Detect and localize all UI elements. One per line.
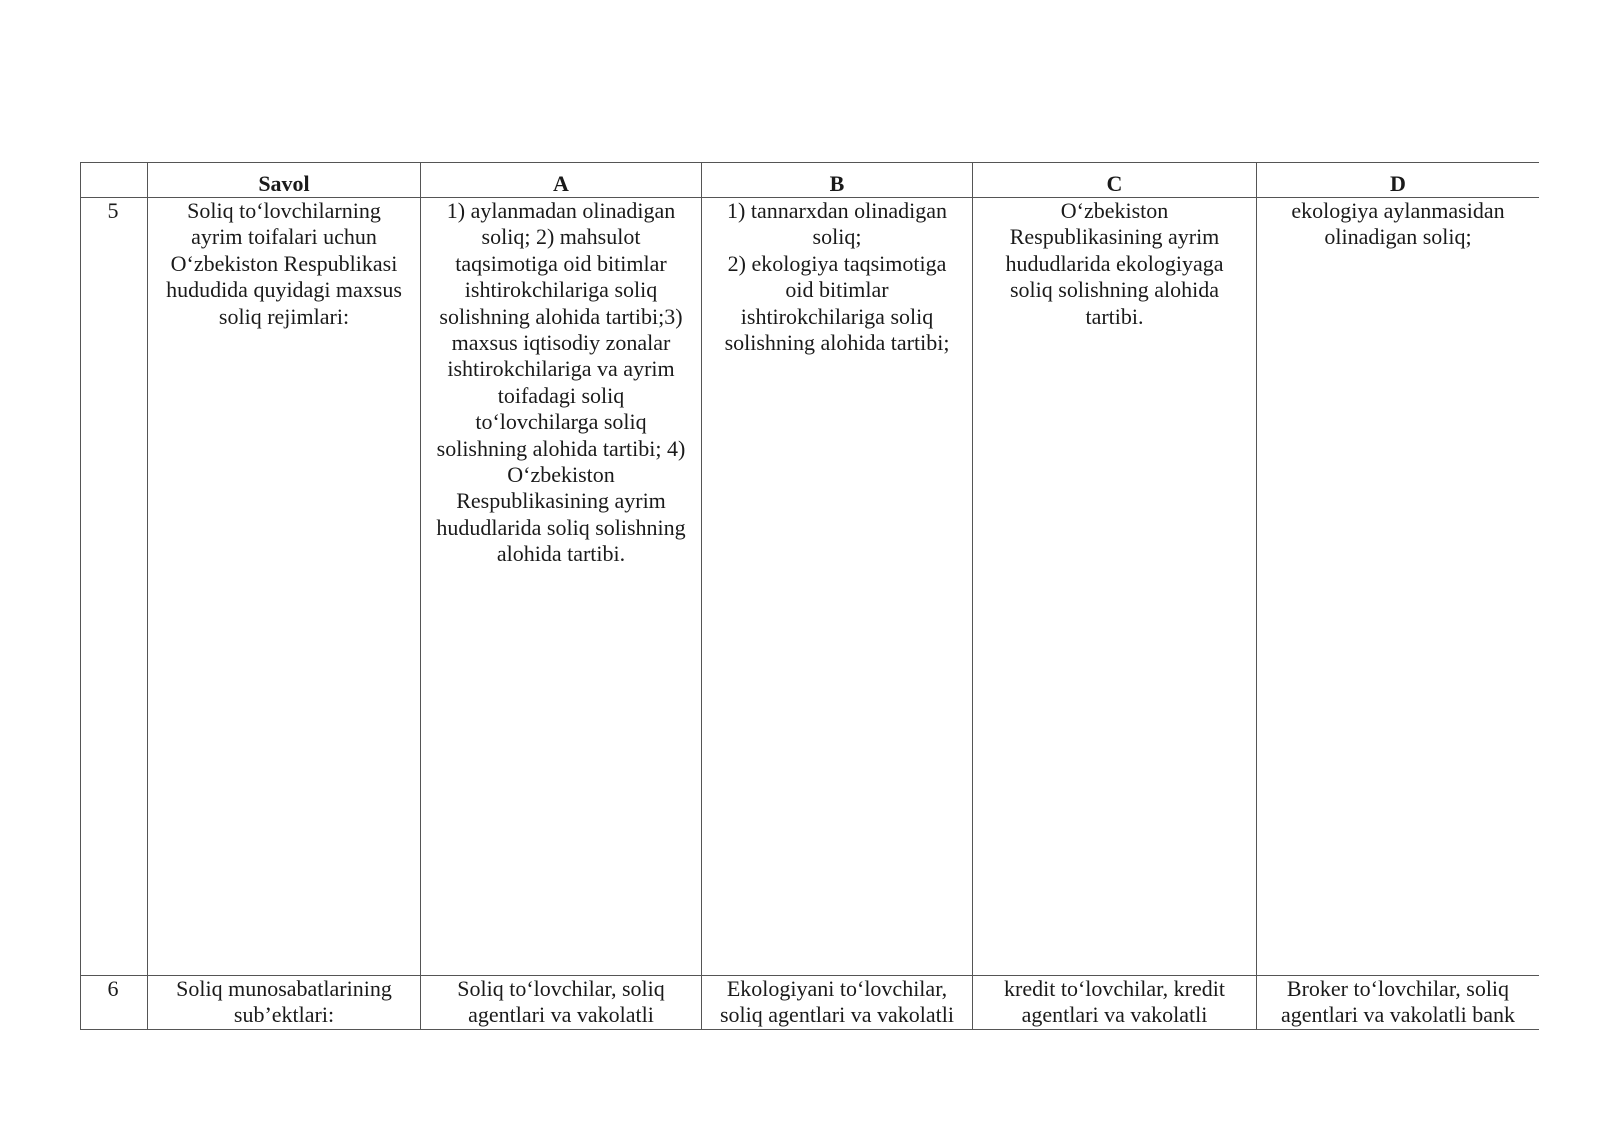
question-text-cell: [148, 976, 421, 1030]
option-d-cell: [1257, 976, 1540, 1030]
question-number-text: 6: [107, 976, 119, 1001]
option-a-text: Soliq to‘lovchilar, soliq agentlari va vakolatli: [457, 976, 665, 1028]
option-b-cell: [702, 976, 973, 1030]
option-d-cell: [1257, 198, 1540, 976]
header-savol: Savol: [148, 163, 421, 198]
table-row: [81, 976, 1540, 1030]
option-b-cell: [702, 198, 973, 976]
option-a-cell: [421, 198, 702, 976]
question-number: [81, 198, 148, 976]
option-b-text: 1) tannarxdan olinadigan soliq; 2) ekologiya taqsimotiga oid bitimlar ishtirokchilariga soliq solishning alohida tartibi;: [724, 198, 950, 356]
question-number-text: 5: [107, 198, 119, 223]
header-option-b: B: [702, 163, 973, 198]
header-option-d: D: [1257, 163, 1540, 198]
question-text-cell: [148, 198, 421, 976]
question-table: [80, 162, 1539, 1030]
table-header-row: [81, 163, 1540, 198]
question-text: Soliq to‘lovchilarning ayrim toifalari uchun O‘zbekiston Respublikasi hududida quyidagi maxsus soliq rejimlari:: [166, 198, 402, 329]
question-text: Soliq munosabatlarining sub’ektlari:: [176, 976, 392, 1028]
question-table-container: [80, 162, 1539, 1030]
option-a-cell: [421, 976, 702, 1030]
option-a-text: 1) aylanmadan olinadigan soliq; 2) mahsulot taqsimotiga oid bitimlar ishtirokchilariga soliq solishning alohida tartibi;3) maxsus iqtisodiy zonalar ishtirokchilariga va ayrim toifadagi soliq to‘lovchilarga soliq solishning alohida tartibi; 4) O‘zbekiston Respublikasining ayrim hududlarida soliq solishning alohida tartibi.: [436, 198, 686, 567]
option-c-text: O‘zbekiston Respublikasining ayrim hududlarida ekologiyaga soliq solishning alohida tartibi.: [1005, 198, 1224, 329]
header-option-c: C: [973, 163, 1257, 198]
option-b-text: Ekologiyani to‘lovchilar, soliq agentlari va vakolatli: [720, 976, 954, 1028]
option-d-text: ekologiya aylanmasidan olinadigan soliq;: [1291, 198, 1505, 250]
table-row: [81, 198, 1540, 976]
option-c-text: kredit to‘lovchilar, kredit agentlari va vakolatli: [1004, 976, 1225, 1028]
option-d-text: Broker to‘lovchilar, soliq agentlari va vakolatli bank: [1281, 976, 1515, 1028]
option-c-cell: [973, 198, 1257, 976]
header-option-a: A: [421, 163, 702, 198]
question-number: [81, 976, 148, 1030]
option-c-cell: [973, 976, 1257, 1030]
header-number: [81, 163, 148, 198]
